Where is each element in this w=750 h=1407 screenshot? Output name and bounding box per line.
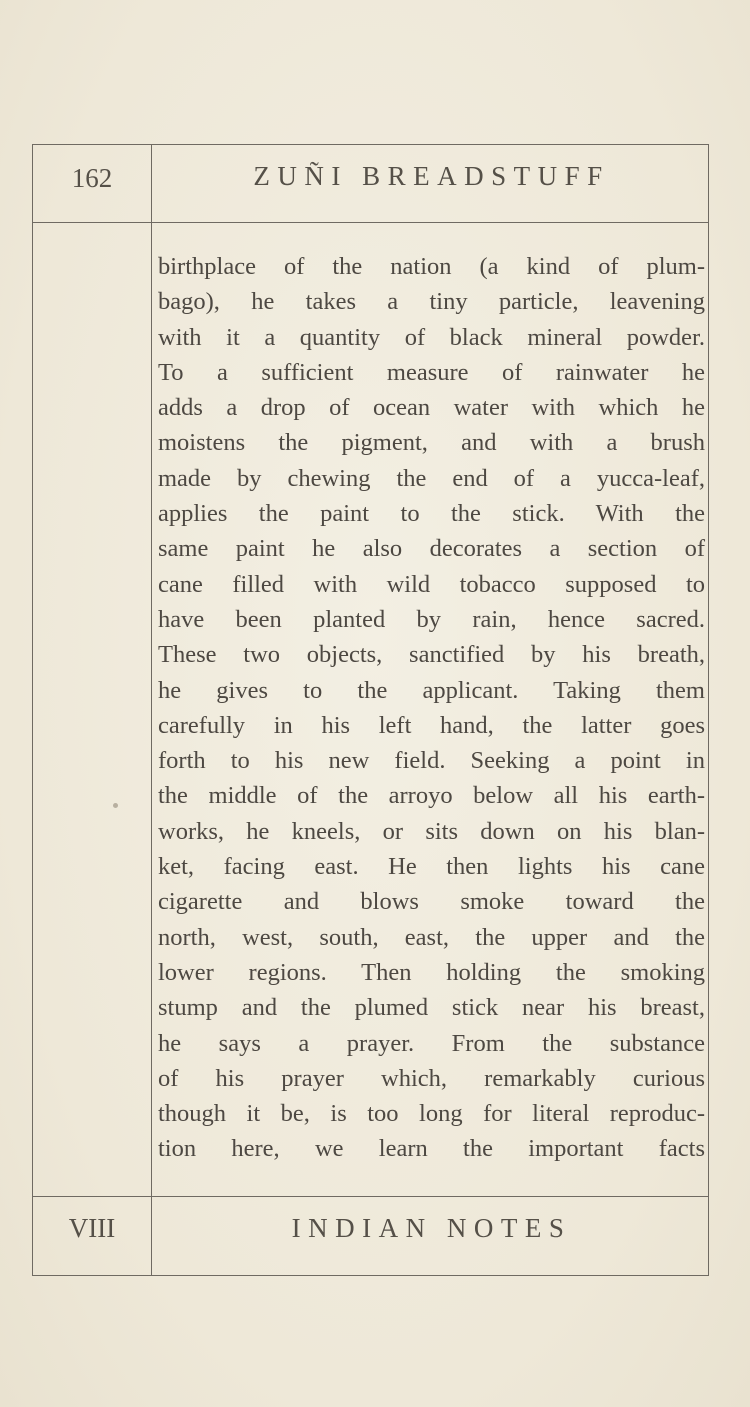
text-line: same paint he also decorates a section of <box>158 535 705 563</box>
text-line: forth to his new field. Seeking a point in <box>158 747 705 775</box>
text-line: of his prayer which, remarkably curious <box>158 1064 705 1092</box>
text-line: bago), he takes a tiny particle, leavening <box>158 288 705 316</box>
text-line: These two objects, sanctified by his breath, <box>158 641 705 669</box>
text-line: lower regions. Then holding the smoking <box>158 958 705 986</box>
text-line: ket, facing east. He then lights his cane <box>158 853 705 881</box>
page-frame <box>32 144 709 1276</box>
text-line: stump and the plumed stick near his breast, <box>158 994 705 1022</box>
text-line: cane filled with wild tobacco supposed to <box>158 570 705 598</box>
text-line: works, he kneels, or sits down on his blan- <box>158 817 705 845</box>
text-line: moistens the pigment, and with a brush <box>158 429 705 457</box>
page-number: 162 <box>71 163 113 193</box>
text-line: have been planted by rain, hence sacred. <box>158 605 705 633</box>
running-title: ZUÑI BREADSTUFF <box>253 161 610 191</box>
text-line: cigarette and blows smoke toward the <box>158 888 705 916</box>
text-line: adds a drop of ocean water with which he <box>158 394 705 422</box>
series-title: INDIAN NOTES <box>291 1213 572 1243</box>
volume-number: VIII <box>68 1213 116 1243</box>
text-line: tion here, we learn the important facts <box>158 1135 705 1163</box>
text-line: made by chewing the end of a yucca-leaf, <box>158 464 705 492</box>
text-line: he gives to the applicant. Taking them <box>158 676 705 704</box>
header-rule <box>33 222 708 223</box>
text-line: the middle of the arroyo below all his earth- <box>158 782 705 810</box>
text-line: carefully in his left hand, the latter goes <box>158 711 705 739</box>
text-line: To a sufficient measure of rainwater he <box>158 358 705 386</box>
text-line: birthplace of the nation (a kind of plum- <box>158 253 705 280</box>
text-line: applies the paint to the stick. With the <box>158 500 705 528</box>
text-line: with it a quantity of black mineral powder. <box>158 323 705 351</box>
text-line: though it be, is too long for literal reproduc- <box>158 1100 705 1128</box>
margin-rule <box>151 145 152 1275</box>
body-text <box>158 249 705 1167</box>
footer-rule <box>33 1196 708 1197</box>
text-line: north, west, south, east, the upper and the <box>158 923 705 951</box>
text-line: he says a prayer. From the substance <box>158 1029 705 1057</box>
